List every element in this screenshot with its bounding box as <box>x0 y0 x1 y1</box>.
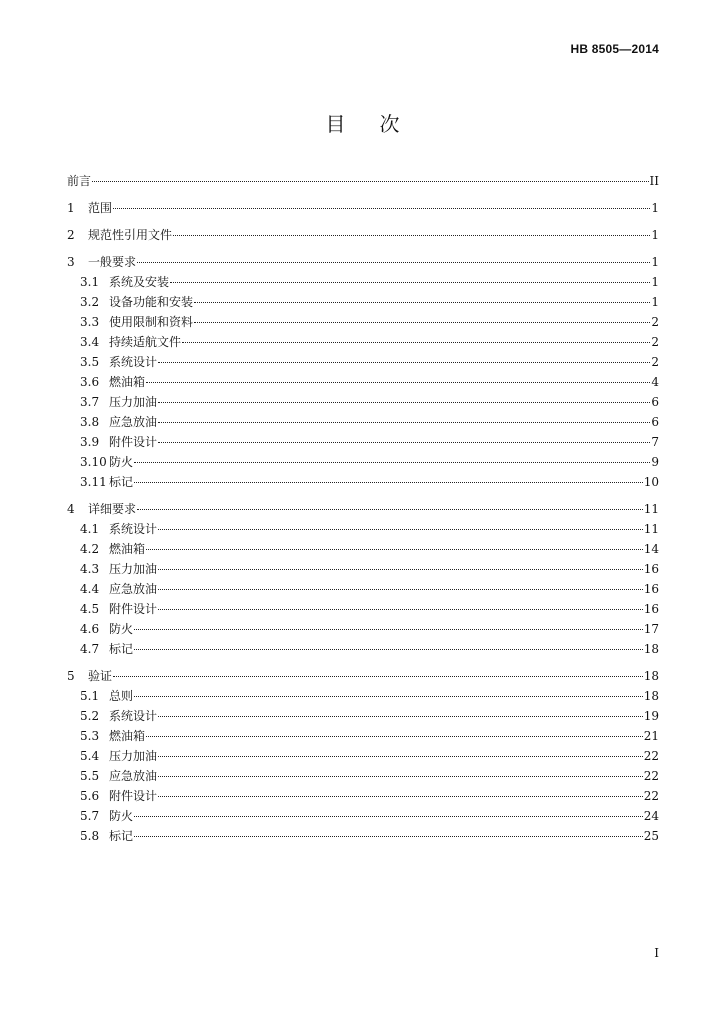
toc-dot-leader <box>146 548 643 550</box>
toc-entry-page: 14 <box>643 542 659 556</box>
toc-entry[interactable] <box>67 225 659 245</box>
toc-entry-number: 5.5 <box>80 769 100 783</box>
toc-entry[interactable] <box>67 499 659 519</box>
toc-entry[interactable] <box>67 806 659 826</box>
toc-dot-leader <box>170 281 650 283</box>
toc-entry[interactable] <box>67 198 659 218</box>
toc-entry-number: 5.4 <box>80 749 100 763</box>
toc-entry[interactable] <box>67 272 659 292</box>
toc-entry-label: 附件设计 <box>109 602 158 616</box>
toc-entry[interactable] <box>67 766 659 786</box>
toc-entry-page: 16 <box>643 562 659 576</box>
toc-entry-page: 6 <box>651 395 659 409</box>
toc-entry-label: 应急放油 <box>109 415 158 429</box>
toc-entry[interactable] <box>67 559 659 579</box>
toc-entry-page: 21 <box>643 729 659 743</box>
toc-entry-number: 2 <box>67 228 75 242</box>
toc-entry[interactable] <box>67 519 659 539</box>
toc-entry[interactable] <box>67 666 659 686</box>
toc-entry[interactable] <box>67 432 659 452</box>
toc-dot-leader <box>158 421 650 423</box>
toc-entry-page: 17 <box>643 622 659 636</box>
toc-entry-label: 验证 <box>88 669 113 683</box>
toc-dot-leader <box>134 695 643 697</box>
toc-entry-number: 4.4 <box>80 582 100 596</box>
toc-dot-leader <box>134 835 643 837</box>
toc-entry-page: 1 <box>651 255 659 269</box>
toc-entry-number: 5.6 <box>80 789 100 803</box>
toc-entry-label: 防火 <box>109 455 134 469</box>
toc-entry[interactable] <box>67 171 659 191</box>
toc-dot-leader <box>173 234 650 236</box>
toc-entry-page: II <box>649 174 659 188</box>
toc-entry-number: 5.3 <box>80 729 100 743</box>
toc-entry-number: 4.7 <box>80 642 100 656</box>
toc-entry-number: 3.1 <box>80 275 100 289</box>
toc-entry[interactable] <box>67 332 659 352</box>
toc-entry[interactable] <box>67 639 659 659</box>
toc-entry-number: 5 <box>67 669 75 683</box>
toc-dot-leader <box>134 461 650 463</box>
toc-entry-label: 燃油箱 <box>109 375 146 389</box>
toc-entry-number: 3.3 <box>80 315 100 329</box>
toc-dot-leader <box>158 608 643 610</box>
toc-entry-page: 1 <box>651 201 659 215</box>
toc-dot-leader <box>158 795 643 797</box>
toc-entry[interactable] <box>67 412 659 432</box>
toc-entry-label: 设备功能和安装 <box>109 295 194 309</box>
toc-entry-page: 18 <box>643 642 659 656</box>
toc-dot-leader <box>146 381 650 383</box>
toc-entry[interactable] <box>67 392 659 412</box>
toc-entry-page: 11 <box>643 522 659 536</box>
toc-entry[interactable] <box>67 686 659 706</box>
toc-entry-page: 1 <box>651 228 659 242</box>
toc-entry[interactable] <box>67 826 659 846</box>
toc-entry-page: 16 <box>643 582 659 596</box>
toc-entry-number: 4.5 <box>80 602 100 616</box>
toc-dot-leader <box>134 815 643 817</box>
toc-entry-label: 前言 <box>67 174 92 188</box>
toc-dot-leader <box>158 441 650 443</box>
toc-dot-leader <box>158 588 643 590</box>
toc-dot-leader <box>137 261 650 263</box>
toc-entry-number: 5.8 <box>80 829 100 843</box>
toc-entry-number: 5.1 <box>80 689 100 703</box>
toc-dot-leader <box>158 715 643 717</box>
toc-dot-leader <box>137 508 643 510</box>
toc-entry-number: 3 <box>67 255 75 269</box>
toc-entry-number: 3.11 <box>80 475 107 489</box>
toc-entry[interactable] <box>67 252 659 272</box>
toc-entry-page: 25 <box>643 829 659 843</box>
toc-dot-leader <box>158 775 643 777</box>
toc-entry-label: 附件设计 <box>109 789 158 803</box>
toc-entry[interactable] <box>67 746 659 766</box>
toc-entry-number: 3.10 <box>80 455 107 469</box>
toc-entry-label: 标记 <box>109 642 134 656</box>
toc-dot-leader <box>134 481 643 483</box>
toc-entry-label: 应急放油 <box>109 769 158 783</box>
toc-entry-page: 2 <box>651 355 659 369</box>
toc-dot-leader <box>194 301 650 303</box>
toc-entry[interactable] <box>67 539 659 559</box>
toc-entry-number: 4.3 <box>80 562 100 576</box>
toc-entry[interactable] <box>67 706 659 726</box>
toc-entry-page: 19 <box>643 709 659 723</box>
toc-entry-page: 6 <box>651 415 659 429</box>
toc-entry-label: 使用限制和资料 <box>109 315 194 329</box>
toc-entry[interactable] <box>67 579 659 599</box>
toc-dot-leader <box>158 401 650 403</box>
toc-entry-number: 5.7 <box>80 809 100 823</box>
toc-entry-label: 防火 <box>109 809 134 823</box>
toc-dot-leader <box>92 180 649 182</box>
toc-entry-label: 标记 <box>109 829 134 843</box>
toc-dot-leader <box>194 321 650 323</box>
toc-entry-number: 3.7 <box>80 395 100 409</box>
toc-entry-label: 压力加油 <box>109 395 158 409</box>
toc-title: 目次 <box>325 112 434 136</box>
toc-dot-leader <box>113 207 650 209</box>
toc-entry-number: 4.1 <box>80 522 100 536</box>
toc-entry-label: 压力加油 <box>109 562 158 576</box>
toc-entry-page: 10 <box>643 475 659 489</box>
toc-entry-label: 系统及安装 <box>109 275 170 289</box>
toc-entry-page: 2 <box>651 315 659 329</box>
toc-entry-page: 18 <box>643 689 659 703</box>
toc-entry-page: 1 <box>651 275 659 289</box>
toc-dot-leader <box>134 648 643 650</box>
toc-entry-label: 燃油箱 <box>109 542 146 556</box>
toc-entry-label: 总则 <box>109 689 134 703</box>
toc-dot-leader <box>158 361 650 363</box>
toc-entry-page: 1 <box>651 295 659 309</box>
toc-entry-page: 4 <box>651 375 659 389</box>
toc-dot-leader <box>146 735 643 737</box>
toc-dot-leader <box>158 568 643 570</box>
document-code: HB 8505—2014 <box>570 42 659 56</box>
toc-entry-page: 22 <box>643 789 659 803</box>
toc-entry-page: 22 <box>643 769 659 783</box>
toc-entry[interactable] <box>67 352 659 372</box>
toc-entry[interactable] <box>67 472 659 492</box>
toc-entry-number: 3.2 <box>80 295 100 309</box>
toc-entry-number: 4 <box>67 502 75 516</box>
toc-entry-label: 附件设计 <box>109 435 158 449</box>
toc-entry-label: 一般要求 <box>88 255 137 269</box>
toc-dot-leader <box>113 675 643 677</box>
toc-entry[interactable] <box>67 312 659 332</box>
toc-entry-label: 系统设计 <box>109 355 158 369</box>
table-of-contents <box>67 171 659 846</box>
toc-entry[interactable] <box>67 599 659 619</box>
toc-entry-number: 4.6 <box>80 622 100 636</box>
toc-dot-leader <box>158 528 643 530</box>
toc-entry-number: 3.9 <box>80 435 100 449</box>
toc-entry[interactable] <box>67 619 659 639</box>
toc-entry-number: 1 <box>67 201 75 215</box>
toc-dot-leader <box>134 628 643 630</box>
toc-entry-number: 3.5 <box>80 355 100 369</box>
toc-entry-label: 应急放油 <box>109 582 158 596</box>
toc-entry-label: 系统设计 <box>109 522 158 536</box>
toc-entry-page: 9 <box>651 455 659 469</box>
toc-entry-label: 防火 <box>109 622 134 636</box>
toc-entry-label: 系统设计 <box>109 709 158 723</box>
toc-entry-label: 燃油箱 <box>109 729 146 743</box>
toc-entry-page: 11 <box>643 502 659 516</box>
toc-entry-number: 3.4 <box>80 335 100 349</box>
toc-entry-page: 22 <box>643 749 659 763</box>
toc-entry-page: 24 <box>643 809 659 823</box>
toc-entry-page: 7 <box>651 435 659 449</box>
page-number: I <box>654 946 659 960</box>
toc-entry[interactable] <box>67 372 659 392</box>
toc-entry[interactable] <box>67 786 659 806</box>
toc-entry-number: 5.2 <box>80 709 100 723</box>
toc-entry-label: 规范性引用文件 <box>88 228 173 242</box>
toc-entry-page: 18 <box>643 669 659 683</box>
toc-entry-number: 3.6 <box>80 375 100 389</box>
toc-dot-leader <box>182 341 650 343</box>
toc-entry[interactable] <box>67 452 659 472</box>
toc-entry-number: 4.2 <box>80 542 100 556</box>
toc-entry-label: 压力加油 <box>109 749 158 763</box>
toc-entry-number: 3.8 <box>80 415 100 429</box>
toc-entry[interactable] <box>67 292 659 312</box>
toc-dot-leader <box>158 755 643 757</box>
toc-entry-label: 范围 <box>88 201 113 215</box>
toc-entry-label: 持续适航文件 <box>109 335 182 349</box>
toc-entry-label: 详细要求 <box>88 502 137 516</box>
toc-entry-page: 2 <box>651 335 659 349</box>
toc-entry[interactable] <box>67 726 659 746</box>
toc-entry-label: 标记 <box>109 475 134 489</box>
toc-entry-page: 16 <box>643 602 659 616</box>
